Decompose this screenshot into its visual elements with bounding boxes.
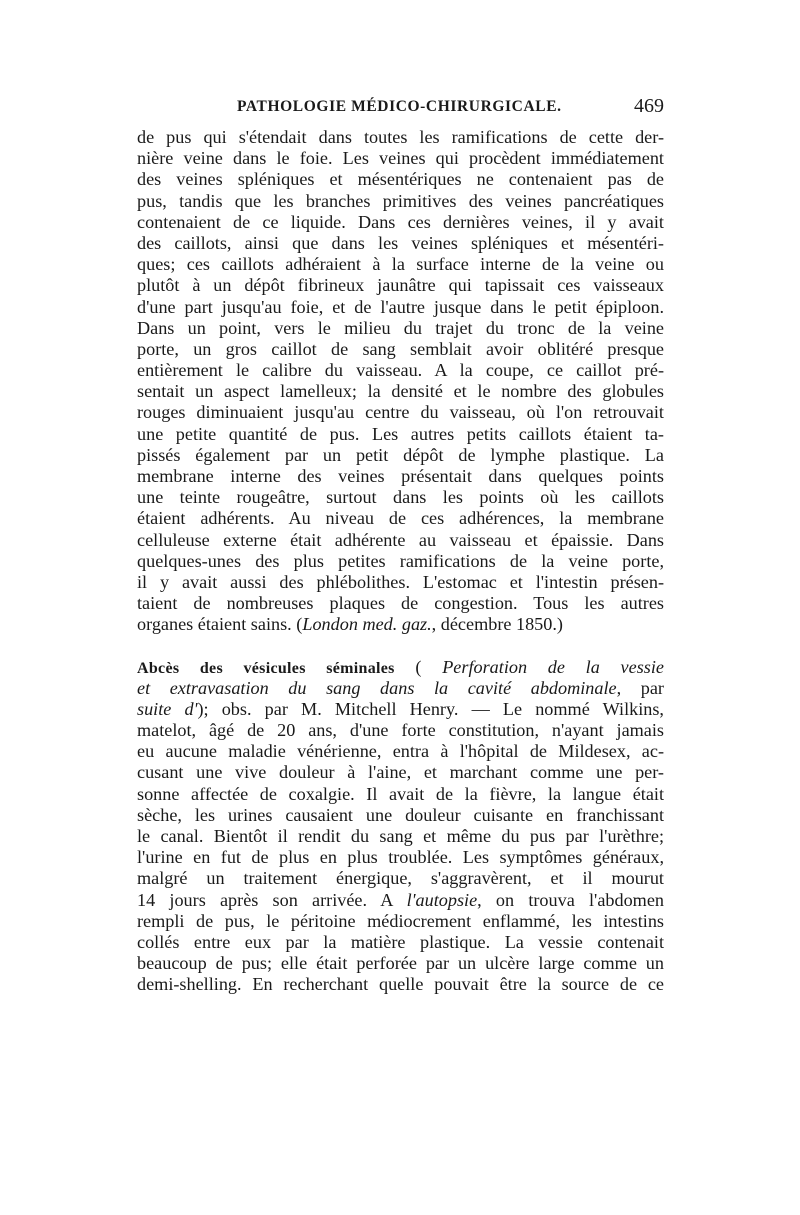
page-number: 469: [634, 95, 664, 117]
text-line: une petite quantité de pus. Les autres petits caillots étaient ta-: [137, 423, 664, 444]
text-line: il y avait aussi des phlébolithes. L'estomac et l'intestin présen-: [137, 571, 664, 592]
text-line: d'une part jusqu'au foie, et de l'autre jusque dans le petit épiploon.: [137, 296, 664, 317]
text-line: sonne affectée de coxalgie. Il avait de la fièvre, la langue était: [137, 783, 664, 804]
text-line: taient de nombreuses plaques de congestion. Tous les autres: [137, 593, 664, 614]
text-line: organes étaient sains. (London med. gaz., décembre 1850.): [137, 614, 563, 635]
text-line: 14 jours après son arrivée. A l'autopsie, on trouva l'abdomen: [137, 889, 664, 910]
text-line: contenaient de ce liquide. Dans ces dernières veines, il y avait: [137, 211, 664, 232]
body-text: [137, 127, 664, 996]
text-line: nière veine dans le foie. Les veines qui procèdent immédiatement: [137, 148, 664, 169]
text-line: l'urine en fut de plus en plus troublée. Les symptômes généraux,: [137, 847, 664, 868]
text-line: collés entre eux par la matière plastique. La vessie contenait: [137, 931, 664, 952]
page-header: [137, 96, 664, 126]
text-line: cusant une vive douleur à l'aine, et marchant comme une per-: [137, 762, 664, 783]
text-line: entièrement le calibre du vaisseau. A la coupe, ce caillot pré-: [137, 360, 664, 381]
text-line: étaient adhérents. Au niveau de ces adhérences, la membrane: [137, 508, 664, 529]
text-line: pissés également par un petit dépôt de lymphe plastique. La: [137, 444, 664, 465]
text-line: des caillots, ainsi que dans les veines spléniques et mésentéri-: [137, 232, 664, 253]
section-title: Abcès des vésicules séminales: [137, 659, 395, 677]
text-line: porte, un gros caillot de sang semblait avoir oblitéré presque: [137, 338, 664, 359]
citation-source: London med. gaz.: [302, 614, 432, 635]
text-line: malgré un traitement énergique, s'aggravèrent, et il mourut: [137, 868, 664, 889]
text-line: beaucoup de pus; elle était perforée par un ulcère large comme un: [137, 953, 664, 974]
text-line: matelot, âgé de 20 ans, d'une forte constitution, n'ayant jamais: [137, 720, 664, 741]
text-line: plutôt à un dépôt fibrineux jaunâtre qui tapissait ces vaisseaux: [137, 275, 664, 296]
paragraph-seminal-case-part1: [137, 720, 664, 890]
text-line: rouges diminuaient jusqu'au centre du vaisseau, où l'on retrouvait: [137, 402, 664, 423]
paragraph-pylephlebitis-case: [137, 127, 664, 614]
text-line: Dans un point, vers le milieu du trajet du tronc de la veine: [137, 317, 664, 338]
text-line: des veines spléniques et mésentériques ne contenaient pas de: [137, 169, 664, 190]
text-line: et extravasation du sang dans la cavité abdominale, par: [137, 677, 664, 698]
text-line: membrane interne des veines présentait dans quelques points: [137, 466, 664, 486]
text-line: rempli de pus, le péritoine médiocrement enflammé, les intestins: [137, 910, 664, 931]
paragraph-seminal-case-part2: [137, 911, 664, 996]
text-line: de pus qui s'étendait dans toutes les ramifications de cette der-: [137, 127, 664, 147]
text-line: Abcès des vésicules séminales ( Perforation de la vessie: [137, 656, 664, 677]
text-line: eu aucune maladie vénérienne, entra à l'hôpital de Mildesex, ac-: [137, 741, 664, 762]
text-line: demi-shelling. En recherchant quelle pouvait être la source de ce: [137, 974, 664, 995]
running-head: PATHOLOGIE MÉDICO-CHIRURGICALE.: [237, 98, 562, 115]
text-line: ques; ces caillots adhéraient à la surface interne de la veine ou: [137, 254, 664, 275]
text-line: celluleuse externe était adhérente au vaisseau et épaissie. Dans: [137, 529, 664, 550]
text-line: une teinte rougeâtre, surtout dans les points où les caillots: [137, 487, 664, 508]
text-line: sentait un aspect lamelleux; la densité et le nombre des globules: [137, 381, 664, 402]
text-line: sèche, les urines causaient une douleur cuisante en franchissant: [137, 804, 664, 825]
text-line: pus, tandis que les branches primitives des veines pancréatiques: [137, 190, 664, 211]
text-line: suite d'); obs. par M. Mitchell Henry. — Le nommé Wilkins,: [137, 698, 664, 719]
text-line: quelques-unes des plus petites ramifications de la veine porte,: [137, 550, 664, 571]
text-line: le canal. Bientôt il rendit du sang et même du pus par l'urèthre;: [137, 826, 664, 846]
